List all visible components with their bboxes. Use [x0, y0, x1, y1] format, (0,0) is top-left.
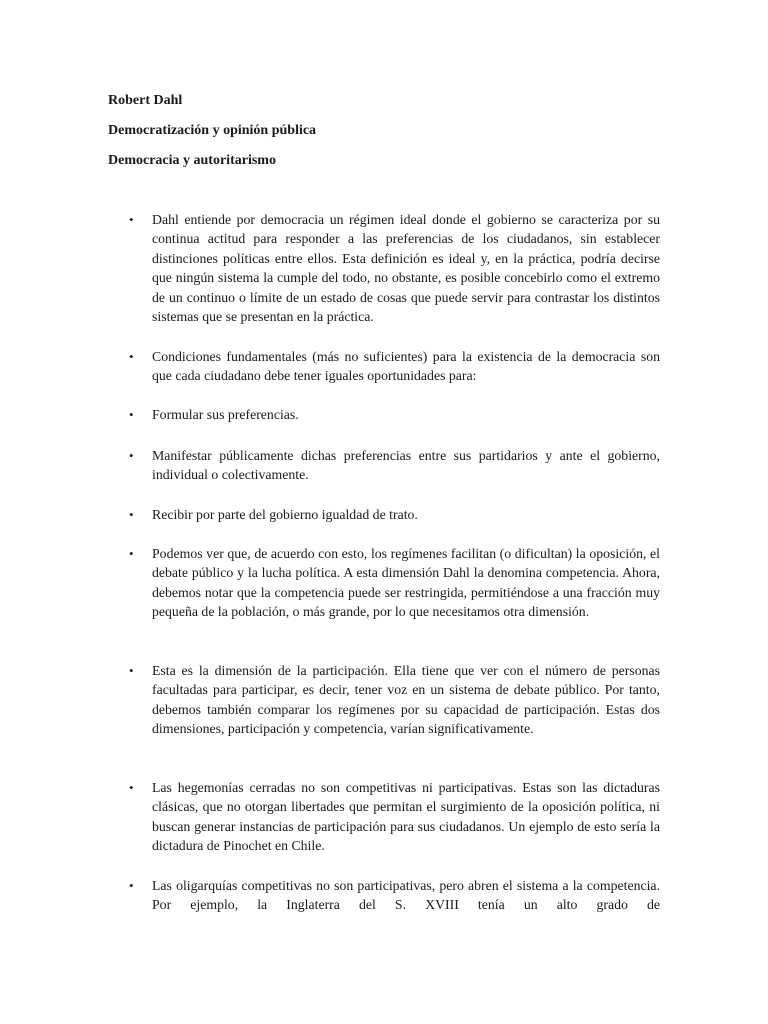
list-item: [129, 210, 660, 326]
section-title-heading: Democracia y autoritarismo: [108, 153, 276, 168]
bullet-marker: •: [129, 663, 134, 678]
list-item-text: Las hegemonías cerradas no son competitivas ni participativas. Estas son las dictaduras clásicas, que no otorgan libertades que permitan el surgimiento de la oposición política, ni buscan generar instancias de participación para sus ciudadanos. Un ejemplo de esto sería la dictadura de Pinochet en Chile.: [152, 780, 660, 854]
bullet-marker: •: [129, 507, 134, 522]
bullet-marker: •: [129, 349, 134, 364]
bullet-marker: •: [129, 212, 134, 227]
list-item: [129, 405, 660, 424]
list-item: [129, 661, 660, 739]
bullet-marker: •: [129, 878, 134, 893]
list-item: [129, 876, 660, 915]
list-item-text: Dahl entiende por democracia un régimen ideal donde el gobierno se caracteriza por su continua actitud para responder a las preferencias de los ciudadanos, sin establecer distinciones políticas entre ellos. Esta definición es ideal y, en la práctica, podría decirse que ningún sistema la cumple del todo, no obstante, es posible concebirlo como el extremo de un continuo o límite de un estado de cosas que puede servir para contrastar los distintos sistemas que se presentan en la práctica.: [152, 212, 660, 325]
list-item-text: Las oligarquías competitivas no son participativas, pero abren el sistema a la competencia. Por ejemplo, la Inglaterra del S. XVIII tenía un alto grado de: [152, 878, 660, 913]
list-item-text: Condiciones fundamentales (más no suficientes) para la existencia de la democracia son que cada ciudadano debe tener iguales oportunidades para:: [152, 349, 660, 384]
list-item: [129, 446, 660, 485]
list-item: [129, 544, 660, 622]
book-title-heading: Democratización y opinión pública: [108, 123, 317, 138]
bullet-marker: •: [129, 448, 134, 463]
bullet-marker: •: [129, 407, 134, 422]
list-item: [129, 505, 660, 524]
list-item-text: Recibir por parte del gobierno igualdad de trato.: [152, 507, 418, 522]
list-item: [129, 347, 660, 386]
list-item: [129, 778, 660, 856]
list-item-text: Manifestar públicamente dichas preferencias entre sus partidarios y ante el gobierno, individual o colectivamente.: [152, 448, 660, 483]
list-item-text: Esta es la dimensión de la participación. Ella tiene que ver con el número de personas facultadas para participar, es decir, tener voz en un sistema de debate público. Por tanto, debemos también comparar los regímenes por su capacidad de participación. Estas dos dimensiones, participación y competencia, varían significativamente.: [152, 663, 660, 737]
bullet-marker: •: [129, 546, 134, 561]
list-item-text: Podemos ver que, de acuerdo con esto, los regímenes facilitan (o dificultan) la oposición, el debate público y la lucha política. A esta dimensión Dahl la denomina competencia. Ahora, debemos notar que la competencia puede ser restringida, permitiéndose a una fracción muy pequeña de la población, o más grande, por lo que necesitamos otra dimensión.: [152, 546, 660, 620]
author-heading: Robert Dahl: [108, 93, 183, 108]
list-item-text: Formular sus preferencias.: [152, 407, 299, 422]
bullet-marker: •: [129, 780, 134, 795]
